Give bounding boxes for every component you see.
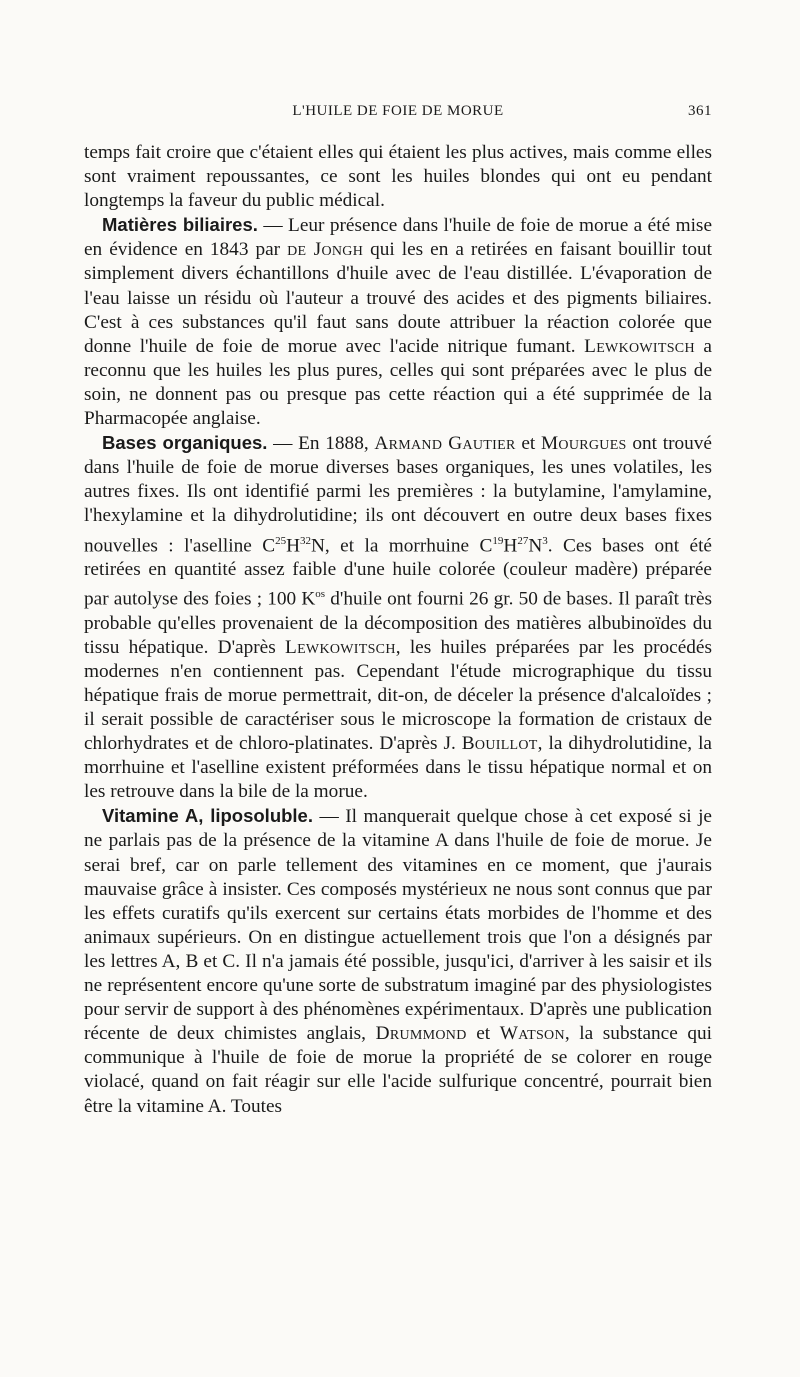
text-run: a reconnu que les huiles les plus pures, celles qui sont préparées avec le plus de soin, ne donnent pas ou presque pas cette réaction qui a été supprimée de la Pharmacopée anglaise. bbox=[84, 335, 712, 430]
author-name: Mourgues bbox=[540, 433, 627, 455]
author-name: Lewkowitsch bbox=[285, 636, 396, 658]
body-text bbox=[84, 141, 712, 1119]
author-name: Lewkowitsch bbox=[584, 335, 695, 357]
text-run: N bbox=[528, 534, 543, 556]
text-run: d'huile ont fourni 26 gr. 50 de bases. Il paraît très probable qu'elles provenaient de la décomposition des matières albubinoïdes du tissu hépatique. D'après bbox=[84, 588, 713, 658]
text-run: et bbox=[515, 433, 541, 455]
page-number: 361 bbox=[688, 103, 712, 119]
running-title: L'HUILE DE FOIE DE MORUE bbox=[292, 103, 504, 119]
text-run: et bbox=[466, 1023, 500, 1045]
superscript: 32 bbox=[300, 534, 311, 547]
text-run: N, et la morrhuine C bbox=[311, 534, 493, 556]
running-header bbox=[84, 103, 712, 127]
section-heading: Vitamine A, liposoluble. bbox=[102, 805, 313, 827]
text-run: , les huiles préparées par les procédés modernes n'en contiennent pas. Cependant l'étude micrographique du tissu hépatique frais de morue permettrait, dit-on, de déceler la présence d'alcaloïdes ; il serait possible de caractériser sous le microscope la formation de cristaux de chlorhydrates et de chloro-platinates. D'après J. bbox=[84, 636, 712, 755]
superscript: 3 bbox=[542, 534, 548, 547]
superscript: 19 bbox=[492, 534, 504, 547]
author-name: de Jongh bbox=[287, 239, 364, 261]
paragraph bbox=[84, 141, 712, 213]
author-name: Watson bbox=[499, 1023, 565, 1045]
author-name: Drummond bbox=[375, 1023, 467, 1045]
text-run: . Ces bases ont été retirées en quantité assez faible d'une huile colorée (couleur madère) préparée par autolyse des foies ; 100 K bbox=[84, 534, 712, 610]
text-run: , la dihydrolutidine, la morrhuine et l'aselline existent préformées dans le tissu hépatique normal et on les retrouve dans la bile de la morue. bbox=[84, 733, 712, 803]
section-heading: Matières biliaires. bbox=[102, 214, 258, 236]
text-run: qui les en a retirées en faisant bouillir tout simplement divers échantillons d'huile avec de l'eau distillée. L'évaporation de l'eau laisse un résidu où l'auteur a trouvé des acides et des pigments biliaires. C'est à ces substances qu'il faut sans doute attribuer la réaction colorée que donne l'huile de foie de morue avec l'acide nitrique fumant. bbox=[84, 239, 713, 357]
paragraph bbox=[84, 431, 712, 804]
superscript: 25 bbox=[275, 534, 287, 547]
text-run: temps fait croire que c'étaient elles qui étaient les plus actives, mais comme elles sont vraiment repoussantes, ce sont les huiles blondes qui ont eu pendant longtemps la faveur du public médical. bbox=[84, 142, 712, 212]
author-name: Armand Gautier bbox=[374, 433, 516, 455]
text-run: H bbox=[286, 534, 300, 556]
text-run: — Il manquerait quelque chose à cet exposé si je ne parlais pas de la présence de la vitamine A dans l'huile de foie de morue. Je serai bref, car on parle tellement des vitamines en ce moment, que j'aurais mauvaise grâce à insister. Ces composés mystérieux ne nous sont connus que par les effets curatifs qu'ils exercent sur certains états morbides de l'homme et des animaux supérieurs. On en distingue actuellement trois que l'on a désignés par les lettres A, B et C. Il n'a jamais été possible, jusqu'ici, d'arriver à les saisir et ils ne représentent encore qu'une sorte de substratum imaginé par des physiologistes pour servir de support à des phénomènes expérimentaux. D'après une publication récente de deux chimistes anglais, bbox=[84, 806, 712, 1045]
paragraph bbox=[84, 213, 712, 431]
superscript: os bbox=[315, 588, 326, 601]
text-run: , la substance qui communique à l'huile de foie de morue la propriété de se colorer en rouge violacé, quand on fait réagir sur elle l'acide sulfurique concentré, pourrait bien être la vitamine A. Toutes bbox=[84, 1023, 712, 1117]
superscript: 27 bbox=[517, 534, 529, 547]
text-run: ont trouvé dans l'huile de foie de morue diverses bases organiques, les unes volatiles, les autres fixes. Ils ont identifié parmi les premières : la butylamine, l'amylamine, l'hexylamine et la dihydrolutidine; ils ont découvert en outre deux bases fixes nouvelles : l'aselline C bbox=[84, 433, 712, 556]
author-name: Bouillot bbox=[461, 733, 538, 755]
paragraph bbox=[84, 804, 712, 1118]
text-run: — Leur présence dans l'huile de foie de morue a été mise en évidence en 1843 par bbox=[84, 215, 712, 261]
section-heading: Bases organiques. bbox=[102, 432, 268, 454]
text-run: — En 1888, bbox=[267, 433, 375, 455]
text-run: H bbox=[503, 534, 518, 556]
